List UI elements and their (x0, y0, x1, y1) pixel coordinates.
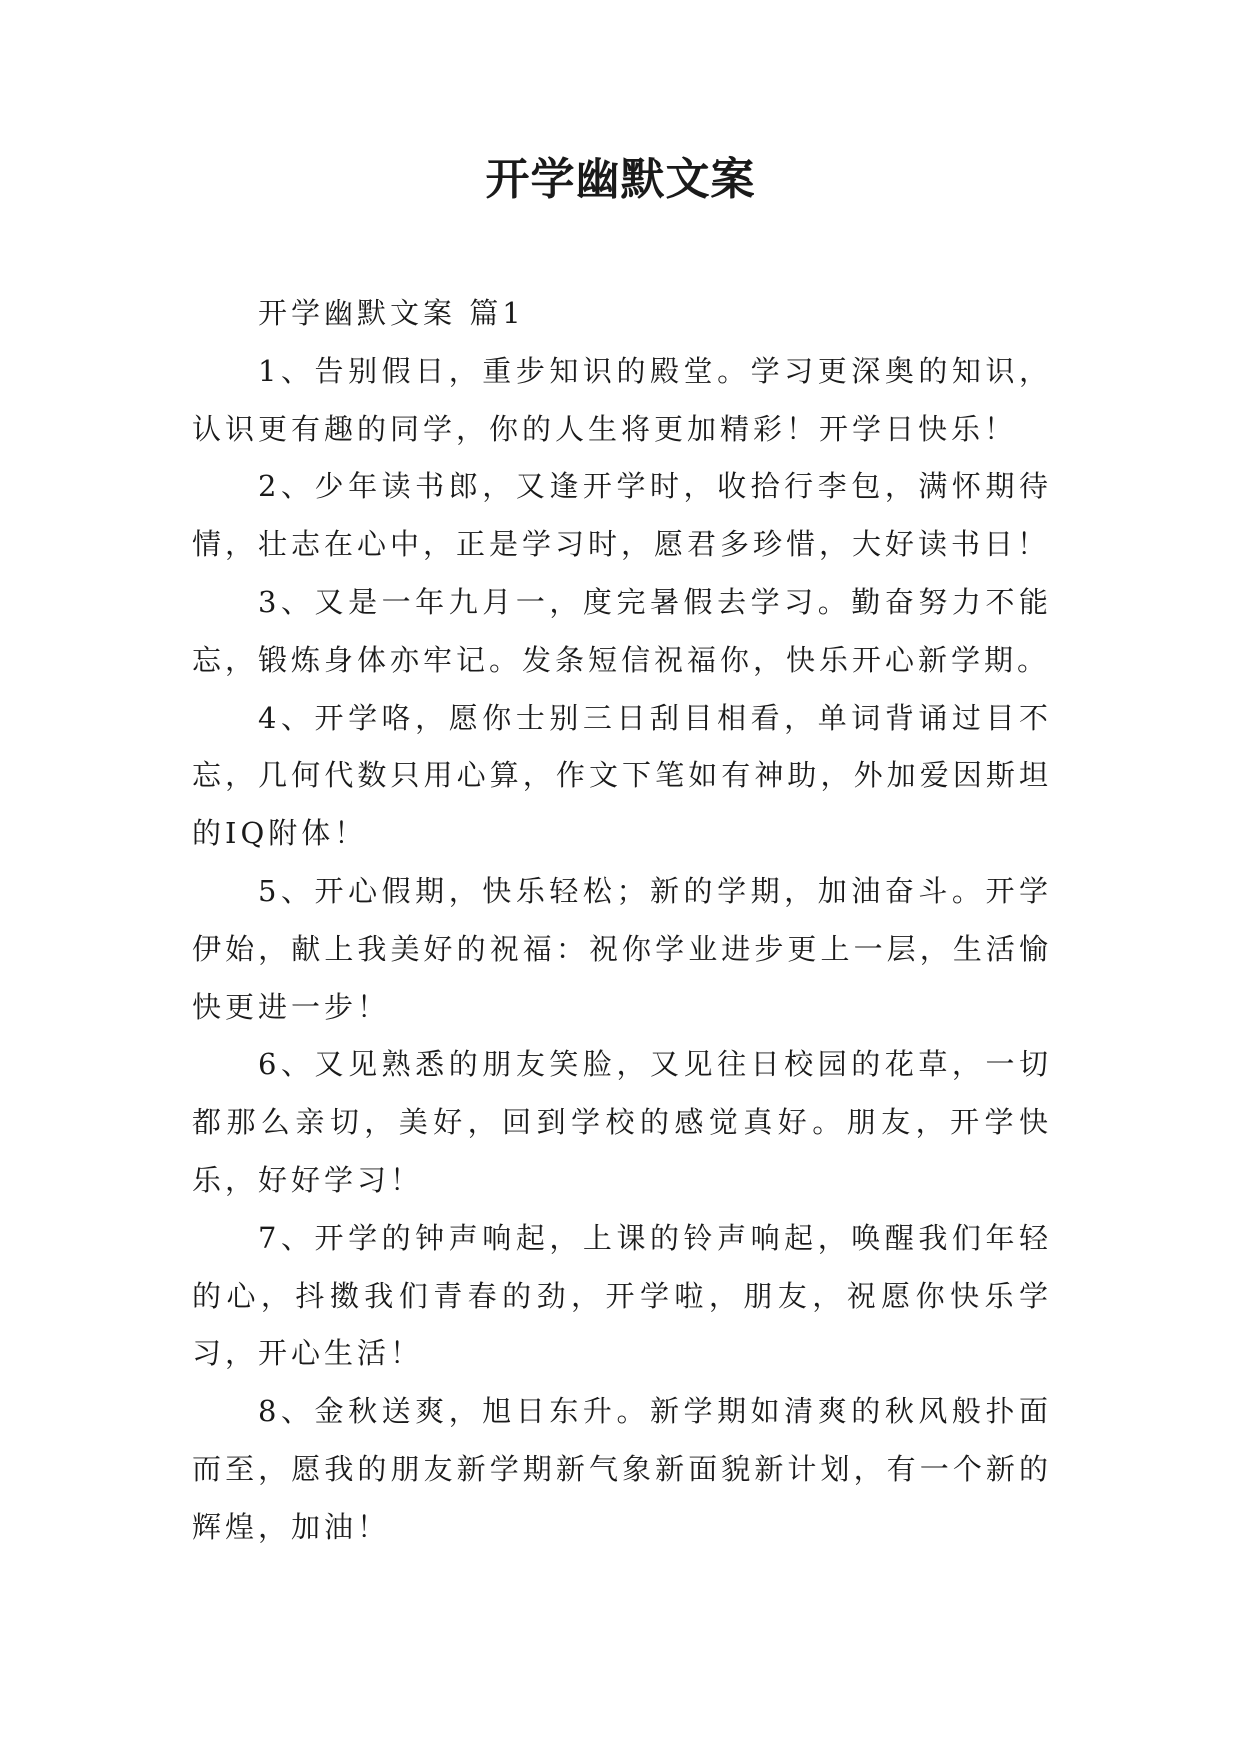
paragraph-3: 3、又是一年九月一，度完暑假去学习。勤奋努力不能忘，锻炼身体亦牢记。发条短信祝福你，快乐开心新学期。 (192, 584, 1052, 677)
paragraph-4: 4、开学咯，愿你士别三日刮目相看，单词背诵过目不忘，几何代数只用心算，作文下笔如有神助，外加爱因斯坦的IQ附体！ (192, 700, 1052, 851)
paragraph-1: 1、告别假日，重步知识的殿堂。学习更深奥的知识，认识更有趣的同学，你的人生将更加精彩！开学日快乐！ (192, 353, 1052, 446)
paragraph-7: 7、开学的钟声响起，上课的铃声响起，唤醒我们年轻的心，抖擞我们青春的劲，开学啦，朋友，祝愿你快乐学习，开心生活！ (192, 1220, 1052, 1371)
paragraph-6: 6、又见熟悉的朋友笑脸，又见往日校园的花草，一切都那么亲切，美好，回到学校的感觉真好。朋友，开学快乐，好好学习！ (192, 1047, 1052, 1197)
paragraph-8: 8、金秋送爽，旭日东升。新学期如清爽的秋风般扑面而至，愿我的朋友新学期新气象新面貌新计划，有一个新的辉煌，加油！ (192, 1394, 1052, 1544)
document-body (192, 285, 1052, 1557)
paragraph-5: 5、开心假期，快乐轻松；新的学期，加油奋斗。开学伊始，献上我美好的祝福：祝你学业进步更上一层，生活愉快更进一步！ (192, 873, 1052, 1024)
section-heading: 开学幽默文案 篇1 (258, 296, 525, 330)
paragraph-2: 2、少年读书郎，又逢开学时，收拾行李包，满怀期待情，壮志在心中，正是学习时，愿君多珍惜，大好读书日！ (192, 469, 1052, 562)
document-title: 开学幽默文案 (485, 154, 756, 205)
